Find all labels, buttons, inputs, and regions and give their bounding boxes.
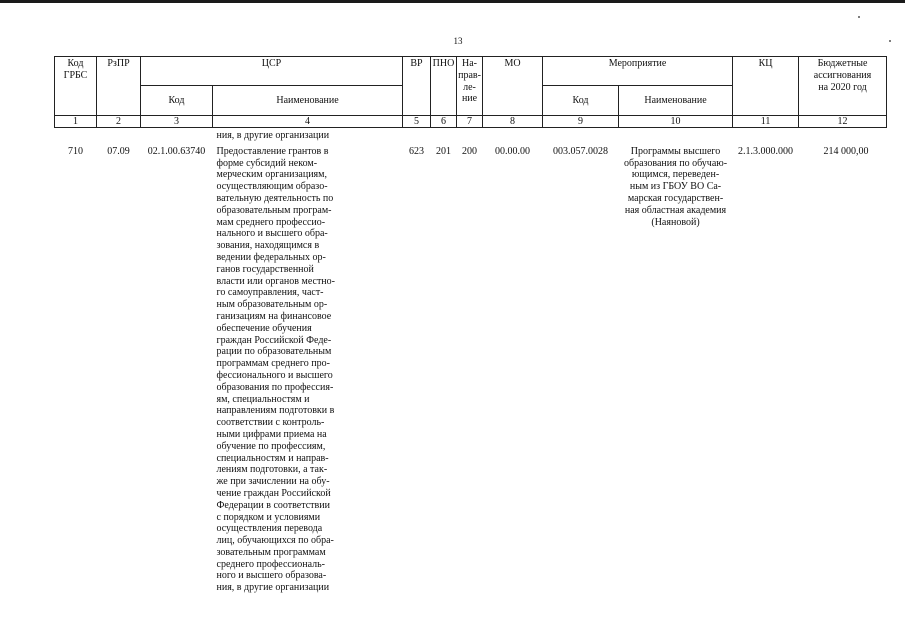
header-napravlenie-line: ние (461, 93, 478, 105)
csr-name-line: форме субсидий неком- (216, 157, 318, 169)
header-kc: КЦ (733, 57, 799, 116)
cell-meropr-name (619, 146, 733, 594)
header-budget-2020 (799, 57, 887, 116)
csr-name-line: го самоуправления, част- (216, 287, 324, 299)
meropr-name-line: Программы высшего (630, 145, 721, 157)
column-number: 12 (799, 116, 887, 128)
column-number: 3 (141, 116, 213, 128)
csr-name-line: ными цифрами приема на (216, 428, 327, 440)
carryover-text: ния, в другие организации (216, 130, 330, 141)
csr-name-line: образовательным програм- (216, 204, 332, 216)
csr-name-line: обучение по профессиям, (216, 440, 326, 452)
csr-name-line: соответствии с контроль- (216, 417, 325, 429)
header-napravlenie (457, 57, 483, 116)
header-vr: ВР (403, 57, 431, 116)
csr-name-line: обеспечение обучения (216, 322, 312, 334)
header-meropr-name: Наименование (619, 86, 733, 116)
csr-name-line: направлениям подготовки в (216, 405, 335, 417)
header-budget-line: Бюджетные (817, 58, 868, 69)
meropr-name-line: образования по обучаю- (623, 157, 728, 169)
csr-name-line: ганизациям на финансовое (216, 310, 332, 322)
meropr-name-line: ная областная академия (624, 204, 727, 216)
column-number: 8 (483, 116, 543, 128)
csr-name-line: программам среднего про- (216, 358, 330, 370)
cell-meropr-kod: 003.057.0028 (553, 145, 609, 157)
header-budget-line: ассигнования (813, 69, 872, 81)
top-border-rule (0, 0, 905, 3)
csr-name-line: власти или органов местно- (216, 275, 335, 287)
csr-name-line: с порядком и условиями (216, 511, 321, 523)
header-csr-name: Наименование (213, 86, 403, 116)
cell-mo: 00.00.00 (495, 145, 531, 157)
column-number: 7 (457, 116, 483, 128)
header-meropr-kod: Код (543, 86, 619, 116)
header-napravlenie-line: На- (462, 58, 478, 69)
cell-budget-amount: 214 000,00 (823, 145, 869, 157)
meropr-name-line: ющимся, переведен- (631, 169, 720, 181)
header-mo: МО (483, 57, 543, 116)
carryover-row (55, 128, 887, 146)
cell-kod-grbs: 710 (68, 145, 83, 157)
csr-name-line: среднего профессиональ- (216, 558, 325, 570)
meropr-name-line: марская государствен- (627, 192, 724, 204)
csr-name-line: зовательным программам (216, 546, 326, 558)
header-napravlenie-line: ле- (463, 81, 476, 93)
csr-name-line: осуществляющим образо- (216, 181, 328, 193)
csr-name-line: граждан Российской Феде- (216, 334, 332, 346)
csr-name-line: специальностям и направ- (216, 452, 329, 464)
scan-speck (889, 40, 891, 42)
csr-name-line: ведении федеральных ор- (216, 251, 326, 263)
header-kod-grbs: Код ГРБС (55, 57, 97, 116)
csr-name-line: нального и высшего обра- (216, 228, 328, 240)
cell-pno: 201 (436, 145, 452, 157)
csr-name-line: Федерации в соответствии (216, 499, 330, 511)
header-budget-line: на 2020 год (818, 81, 867, 93)
csr-name-line: фессионального и высшего (216, 369, 333, 381)
cell-csr-kod: 02.1.00.63740 (147, 145, 206, 157)
csr-name-line: ям, специальностям и (216, 393, 310, 405)
csr-name-line: Предоставление грантов в (216, 145, 329, 157)
column-number: 2 (97, 116, 141, 128)
csr-name-line: мерческим организациям, (216, 169, 327, 181)
table-row (55, 146, 887, 594)
csr-name-line: образования по профессия- (216, 381, 334, 393)
csr-name-line: ния, в другие организации (216, 582, 330, 594)
header-csr: ЦСР (141, 57, 403, 86)
csr-name-line: рации по образовательным (216, 346, 332, 358)
column-number: 9 (543, 116, 619, 128)
csr-name-line: вательную деятельность по (216, 192, 334, 204)
csr-name-line: мам среднего профессио- (216, 216, 326, 228)
budget-allocation-table (54, 56, 887, 594)
header-rzpr: РзПР (97, 57, 141, 116)
csr-name-line: ганов государственной (216, 263, 314, 275)
column-number: 6 (431, 116, 457, 128)
header-meropriyatie: Мероприятие (543, 57, 733, 86)
csr-name-line: же при зачислении на обу- (216, 476, 330, 488)
column-number: 5 (403, 116, 431, 128)
header-napravlenie-line: прав- (458, 69, 481, 81)
page-number: 13 (453, 36, 463, 46)
meropr-name-line: (Наяновой) (651, 216, 700, 228)
scan-speck (858, 16, 860, 18)
csr-name-line: ного и высшего образова- (216, 570, 327, 582)
csr-name-line: лениям подготовки, а так- (216, 464, 328, 476)
csr-name-line: чение граждан Российской (216, 487, 331, 499)
header-csr-kod: Код (141, 86, 213, 116)
column-number: 10 (619, 116, 733, 128)
csr-name-line: осуществления перевода (216, 523, 323, 535)
cell-vr: 623 (409, 145, 425, 157)
column-number: 1 (55, 116, 97, 128)
column-number-row (55, 116, 887, 128)
cell-rzpr: 07.09 (107, 145, 130, 157)
csr-name-line: ным образовательным ор- (216, 299, 328, 311)
csr-name-line: зования, находящимся в (216, 240, 320, 252)
column-number: 11 (733, 116, 799, 128)
cell-napravlenie: 200 (462, 145, 478, 157)
csr-name-line: лиц, обучающихся по обра- (216, 535, 334, 547)
meropr-name-line: ным из ГБОУ ВО Са- (629, 181, 722, 193)
header-pno: ПНО (431, 57, 457, 116)
cell-csr-name (213, 146, 403, 594)
column-number: 4 (213, 116, 403, 128)
cell-kc: 2.1.3.000.000 (738, 145, 794, 157)
